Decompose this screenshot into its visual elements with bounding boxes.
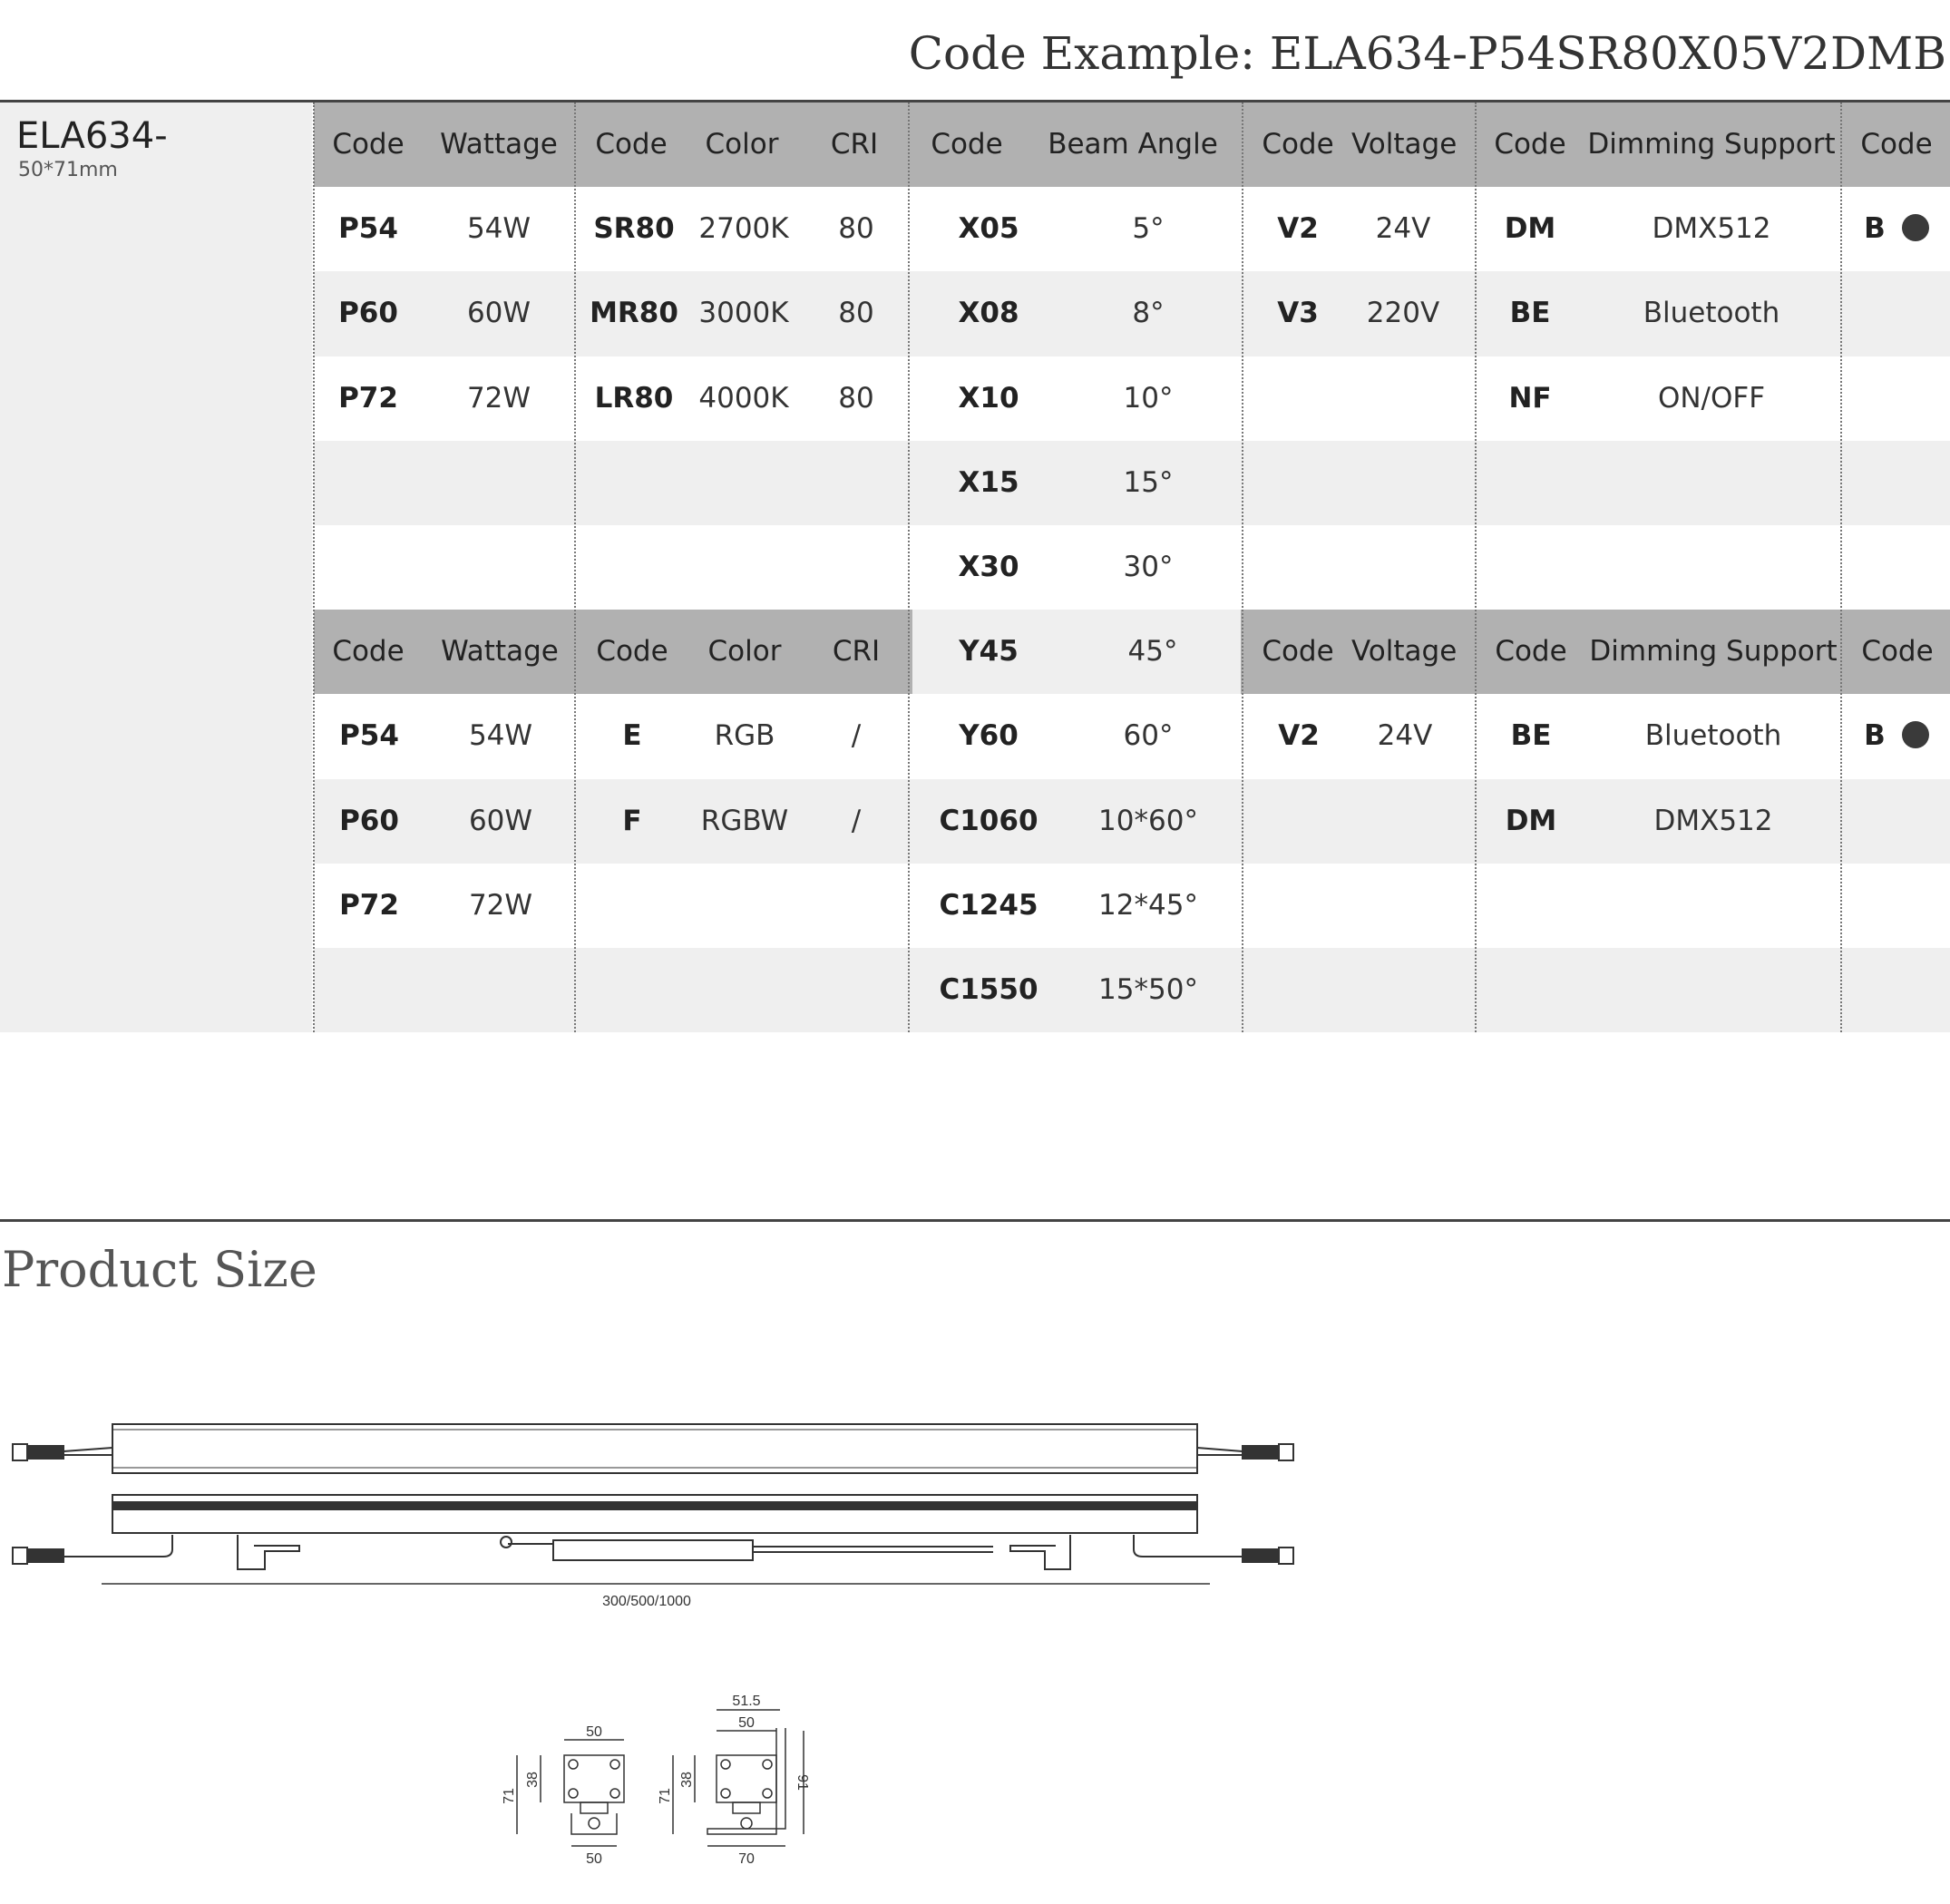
beam-code: C1060 bbox=[939, 804, 1038, 837]
dimension-label: 71 bbox=[658, 1788, 673, 1804]
section-rule bbox=[0, 1219, 1950, 1222]
voltage-code: V2 bbox=[1277, 212, 1319, 246]
beam-code: X08 bbox=[958, 297, 1019, 330]
dimming-value: DMX512 bbox=[1653, 804, 1773, 837]
cri-value: 80 bbox=[838, 381, 874, 415]
color-value: 3000K bbox=[698, 297, 789, 330]
beam-code: Y45 bbox=[912, 610, 1065, 694]
wattage-value: 54W bbox=[466, 212, 531, 246]
header-color: Color bbox=[705, 128, 779, 161]
dimension-label: 38 bbox=[679, 1772, 695, 1788]
dimming-code: BE bbox=[1510, 719, 1552, 753]
wattage-code: P54 bbox=[339, 719, 399, 753]
header-code: Code bbox=[1861, 635, 1934, 669]
color-code: SR80 bbox=[593, 212, 675, 246]
beam-angle: 10*60° bbox=[1098, 804, 1198, 837]
header-code: Code bbox=[1860, 128, 1933, 161]
header-beam-angle: Beam Angle bbox=[1048, 128, 1218, 161]
beam-code: C1245 bbox=[939, 888, 1038, 922]
connector-icon bbox=[13, 1548, 27, 1564]
cri-value: / bbox=[851, 719, 862, 753]
bracket-icon bbox=[238, 1535, 299, 1569]
wattage-code: P60 bbox=[339, 804, 399, 837]
dimming-value: Bluetooth bbox=[1643, 297, 1780, 330]
ordering-code-table bbox=[314, 103, 1950, 1032]
wattage-code: P54 bbox=[338, 212, 398, 246]
fixture-body bbox=[112, 1424, 1197, 1473]
dimension-label: 50 bbox=[738, 1715, 755, 1731]
wattage-code: P72 bbox=[339, 888, 399, 922]
color-value: 4000K bbox=[698, 381, 789, 415]
product-size-drawing bbox=[0, 1397, 1315, 1869]
column-divider bbox=[1242, 103, 1243, 1032]
voltage-value: 220V bbox=[1366, 297, 1440, 330]
beam-code: C1550 bbox=[939, 973, 1038, 1006]
wattage-value: 60W bbox=[468, 804, 533, 837]
lens-strip bbox=[114, 1502, 1195, 1509]
dimension-label: 50 bbox=[586, 1851, 602, 1867]
column-divider bbox=[313, 103, 315, 1032]
wattage-value: 54W bbox=[468, 719, 533, 753]
dimming-value: ON/OFF bbox=[1657, 381, 1766, 415]
connector-icon bbox=[1279, 1444, 1293, 1460]
cri-value: / bbox=[851, 804, 862, 837]
header-code: Code bbox=[332, 635, 405, 669]
header-code: Code bbox=[931, 128, 1003, 161]
model-dimension: 50*71mm bbox=[18, 159, 118, 181]
black-finish-dot-icon bbox=[1902, 214, 1929, 241]
header-code: Code bbox=[1262, 635, 1334, 669]
dimming-code: BE bbox=[1509, 297, 1551, 330]
column-divider bbox=[574, 103, 576, 1032]
color-code: MR80 bbox=[590, 297, 678, 330]
finish-code: B bbox=[1864, 719, 1886, 753]
header-wattage: Wattage bbox=[440, 128, 558, 161]
header-voltage: Voltage bbox=[1351, 128, 1458, 161]
dimming-code: DM bbox=[1505, 804, 1557, 837]
driver-box bbox=[553, 1540, 753, 1560]
beam-angle: 12*45° bbox=[1098, 888, 1198, 922]
header-dimming: Dimming Support bbox=[1589, 635, 1838, 669]
model-name: ELA634- bbox=[16, 115, 168, 157]
beam-angle: 5° bbox=[1132, 212, 1165, 246]
cri-value: 80 bbox=[838, 297, 874, 330]
beam-angle: 10° bbox=[1123, 381, 1174, 415]
header-dimming: Dimming Support bbox=[1587, 128, 1836, 161]
wattage-code: P60 bbox=[338, 297, 398, 330]
connector-icon bbox=[1243, 1446, 1279, 1459]
cri-value: 80 bbox=[838, 212, 874, 246]
color-value: 2700K bbox=[698, 212, 789, 246]
voltage-code: V2 bbox=[1278, 719, 1320, 753]
model-cell bbox=[0, 103, 312, 1032]
header-cri: CRI bbox=[832, 635, 881, 669]
beam-angle: 15° bbox=[1123, 465, 1174, 499]
wattage-value: 72W bbox=[466, 381, 531, 415]
end-view-a bbox=[517, 1724, 624, 1867]
code-example: Code Example: ELA634-P54SR80X05V2DMB bbox=[908, 27, 1946, 80]
product-size-title: Product Size bbox=[2, 1241, 317, 1298]
beam-code: X05 bbox=[958, 212, 1019, 246]
beam-angle: 15*50° bbox=[1098, 973, 1198, 1006]
color-value: RGBW bbox=[700, 804, 789, 837]
finish-swatch-bottom bbox=[1843, 694, 1950, 778]
color-code: LR80 bbox=[594, 381, 674, 415]
dimension-label: 50 bbox=[586, 1724, 602, 1740]
connector-icon bbox=[1243, 1549, 1279, 1562]
beam-angle: 45° bbox=[1065, 610, 1241, 694]
header-code: Code bbox=[1494, 128, 1566, 161]
wattage-code: P72 bbox=[338, 381, 398, 415]
finish-code: B bbox=[1864, 212, 1886, 246]
color-value: RGB bbox=[714, 719, 775, 753]
beam-code: X30 bbox=[958, 551, 1019, 583]
dimming-code: NF bbox=[1508, 381, 1552, 415]
beam-code: X10 bbox=[958, 381, 1019, 415]
fixture-body-side bbox=[112, 1495, 1197, 1533]
dimension-label: 70 bbox=[738, 1851, 755, 1867]
color-code: E bbox=[622, 719, 642, 753]
voltage-code: V3 bbox=[1277, 297, 1319, 330]
column-divider bbox=[908, 103, 910, 1032]
column-divider bbox=[1475, 103, 1477, 1032]
dimension-label: 38 bbox=[525, 1772, 541, 1788]
connector-icon bbox=[1279, 1548, 1293, 1564]
header-wattage: Wattage bbox=[441, 635, 559, 669]
column-divider bbox=[1840, 103, 1842, 1032]
fixture-side-view bbox=[13, 1495, 1293, 1584]
beam-angle: 30° bbox=[1123, 551, 1174, 583]
end-view-body bbox=[564, 1755, 624, 1802]
color-code: F bbox=[622, 804, 642, 837]
length-dimension-label: 300/500/1000 bbox=[602, 1594, 691, 1609]
bracket-icon bbox=[1010, 1535, 1070, 1569]
dimming-code: DM bbox=[1504, 212, 1556, 246]
black-finish-dot-icon bbox=[1902, 721, 1929, 748]
connector-icon bbox=[27, 1446, 63, 1459]
voltage-value: 24V bbox=[1375, 212, 1431, 246]
beam-code: X15 bbox=[958, 465, 1019, 499]
connector-icon bbox=[27, 1549, 63, 1562]
connector-icon bbox=[13, 1444, 27, 1460]
beam-angle: 8° bbox=[1132, 297, 1165, 330]
header-color: Color bbox=[707, 635, 782, 669]
header-code: Code bbox=[332, 128, 405, 161]
beam-angle: 60° bbox=[1123, 719, 1174, 753]
fixture-top-view bbox=[13, 1424, 1293, 1473]
dimming-value: Bluetooth bbox=[1644, 719, 1782, 753]
finish-swatch-top bbox=[1843, 187, 1950, 271]
dimension-label: 51.5 bbox=[732, 1694, 761, 1709]
header-code: Code bbox=[596, 635, 668, 669]
header-cri: CRI bbox=[830, 128, 879, 161]
voltage-value: 24V bbox=[1377, 719, 1433, 753]
wattage-value: 60W bbox=[466, 297, 531, 330]
end-view-body bbox=[717, 1755, 776, 1802]
dimension-label: 71 bbox=[502, 1788, 517, 1804]
wattage-value: 72W bbox=[468, 888, 533, 922]
header-code: Code bbox=[1262, 128, 1334, 161]
header-code: Code bbox=[1495, 635, 1567, 669]
beam-code: Y60 bbox=[959, 719, 1019, 753]
header-voltage: Voltage bbox=[1351, 635, 1458, 669]
dimming-value: DMX512 bbox=[1652, 212, 1771, 246]
dimension-label: 91 bbox=[795, 1774, 810, 1791]
mount-screw-icon bbox=[501, 1537, 512, 1548]
header-code: Code bbox=[595, 128, 668, 161]
